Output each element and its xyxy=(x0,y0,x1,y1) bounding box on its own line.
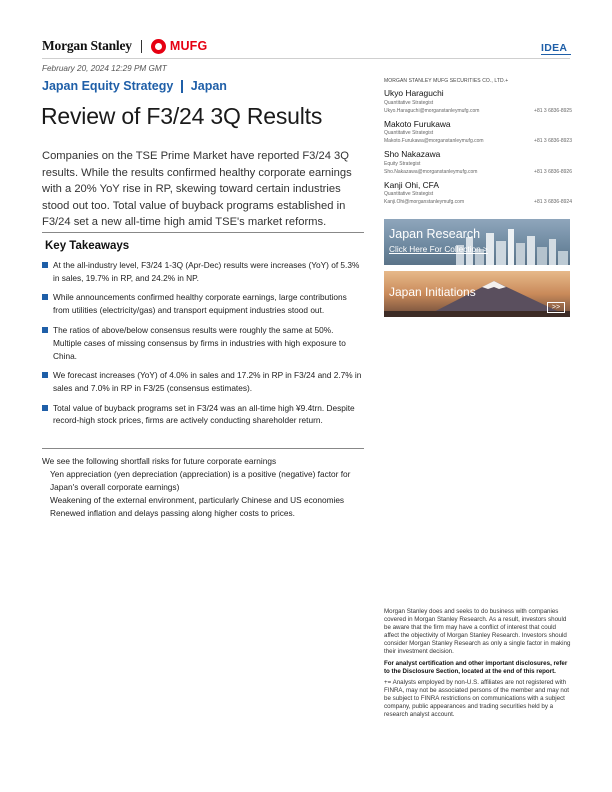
risks-section xyxy=(42,455,372,520)
double-chevron-right-icon[interactable]: >> xyxy=(547,302,565,313)
key-takeaways-heading: Key Takeaways xyxy=(45,240,130,252)
region-name[interactable]: Japan xyxy=(190,79,227,93)
report-series xyxy=(42,79,227,93)
analyst-phone: +81 3 6836-8926 xyxy=(534,168,572,175)
publish-date: February 20, 2024 12:29 PM GMT xyxy=(42,64,167,73)
square-bullet-icon xyxy=(42,262,48,268)
analyst-entry xyxy=(384,88,572,115)
analyst-role: Equity Strategist xyxy=(384,160,421,167)
square-bullet-icon xyxy=(42,294,48,300)
analyst-name: Ukyo Haraguchi xyxy=(384,88,444,98)
takeaways-bottom-rule xyxy=(42,448,364,449)
analyst-contact xyxy=(384,168,572,176)
analyst-role: Quantitative Strategist xyxy=(384,99,434,106)
analyst-entry xyxy=(384,149,572,176)
square-bullet-icon xyxy=(42,372,48,378)
analyst-phone: +81 3 6836-8923 xyxy=(534,138,572,144)
analyst-entry xyxy=(384,119,572,146)
logo-divider xyxy=(141,40,142,53)
list-item xyxy=(42,402,364,428)
collection-link[interactable]: Click Here For Collection > xyxy=(389,244,488,254)
takeaway-text: We forecast increases (YoY) of 4.0% in sales and 17.2% in RP in F3/24 and 2.7% in sales and 7.0% in RP in F3/25 (consensus estimates). xyxy=(53,370,362,394)
brand-logos xyxy=(42,38,207,54)
firm-name: MORGAN STANLEY MUFG SECURITIES CO., LTD.+ xyxy=(384,78,509,84)
conflict-disclosure: Morgan Stanley does and seeks to do business with companies covered in Morgan Stanley Research. As a result, investors should be aware that the firm may have a conflict of interest that could affect the objectivity of Morgan Stanley Research. Investors should consider Morgan Stanley Research as only a single factor in making their investment decision. xyxy=(384,608,571,656)
list-item xyxy=(42,369,364,395)
takeaway-text: While announcements confirmed healthy corporate earnings, large contributions from utilities (electricity/gas) and transport equipment industries stood out. xyxy=(53,292,347,316)
series-name[interactable]: Japan Equity Strategy xyxy=(42,79,174,93)
takeaway-text: At the all-industry level, F3/24 1-3Q (Apr-Dec) results were increases (YoY) of 5.3% in sales, 19.7% in RP, and 24.2% in NP. xyxy=(53,260,360,283)
report-summary: Companies on the TSE Prime Market have reported F3/24 3Q results. While the results confirmed healthy corporate earnings with a 20% YoY rise in RP, skewing toward certain industries stood out too. Total value of buyback programs established in F3/24 set a new all-time high amid TSE's market reforms. xyxy=(42,150,352,229)
list-item xyxy=(42,259,364,285)
takeaway-text: Total value of buyback programs set in F3/24 was an all-time high ¥9.4trn. Despite record-high stock prices, firms are actively conducting shareholder return. xyxy=(53,402,355,426)
header-divider xyxy=(42,58,570,59)
square-bullet-icon xyxy=(42,405,48,411)
square-bullet-icon xyxy=(42,327,48,333)
mufg-logo-icon xyxy=(151,39,166,54)
list-item xyxy=(42,291,364,317)
analyst-name: Makoto Furukawa xyxy=(384,118,451,129)
banner-title: Japan Initiations xyxy=(389,285,476,299)
analyst-role: Quantitative Strategist xyxy=(384,191,434,197)
analyst-phone: +81 3 6836-8925 xyxy=(534,107,572,114)
analyst-name: Sho Nakazawa xyxy=(384,149,441,159)
analyst-name: Kanji Ohi, CFA xyxy=(384,179,439,190)
banner-title: Japan Research xyxy=(389,227,481,241)
risk-item: Yen appreciation (yen depreciation (appreciation) is a positive (negative) factor for Japan's overall corporate earnings) xyxy=(50,468,351,492)
japan-initiations-banner[interactable] xyxy=(384,271,570,317)
mufg-logo-text: MUFG xyxy=(169,39,208,53)
risk-item: Weakening of the external environment, particularly Chinese and US economies xyxy=(50,494,345,505)
japan-research-banner[interactable] xyxy=(384,219,570,265)
analyst-email[interactable]: Ukyo.Haraguchi@morganstanleymufg.com xyxy=(384,107,480,114)
report-title: Review of F3/24 3Q Results xyxy=(41,103,323,129)
analyst-role: Quantitative Strategist xyxy=(384,130,434,136)
analyst-contact xyxy=(384,198,572,206)
idea-badge: IDEA xyxy=(541,42,568,54)
takeaway-text: The ratios of above/below consensus results were roughly the same at 50%. Multiple cases of missing consensus by firms in industries with high exposure to China. xyxy=(53,324,346,361)
analyst-email[interactable]: Kanji.Ohi@morganstanleymufg.com xyxy=(384,199,465,205)
disclaimer xyxy=(384,608,572,722)
takeaways-top-rule xyxy=(42,232,364,233)
series-divider xyxy=(181,80,183,93)
idea-underline xyxy=(541,54,571,55)
analyst-email[interactable]: Sho.Nakazawa@morganstanleymufg.com xyxy=(384,168,478,175)
morgan-stanley-logo: Morgan Stanley xyxy=(42,38,132,53)
risk-item: Renewed inflation and delays passing along higher costs to prices. xyxy=(50,507,295,518)
analyst-contact xyxy=(384,107,572,115)
analyst-panel xyxy=(384,78,572,210)
analyst-email[interactable]: Makoto.Furukawa@morganstanleymufg.com xyxy=(384,138,484,144)
list-item xyxy=(42,324,364,363)
analyst-contact xyxy=(384,137,572,145)
analyst-entry xyxy=(384,180,572,207)
risks-intro: We see the following shortfall risks for future corporate earnings xyxy=(42,456,277,466)
key-takeaways-list xyxy=(42,259,364,434)
finra-notice: += Analysts employed by non-U.S. affiliates are not registered with FINRA, may not be associated persons of the member and may not be subject to FINRA restrictions on communications with a subject company, public appearances and trading securities held by a research analyst account. xyxy=(384,678,570,719)
analyst-phone: +81 3 6836-8924 xyxy=(534,199,572,205)
certification-notice: For analyst certification and other important disclosures, refer to the Disclosure Section, located at the end of this report. xyxy=(384,659,568,675)
